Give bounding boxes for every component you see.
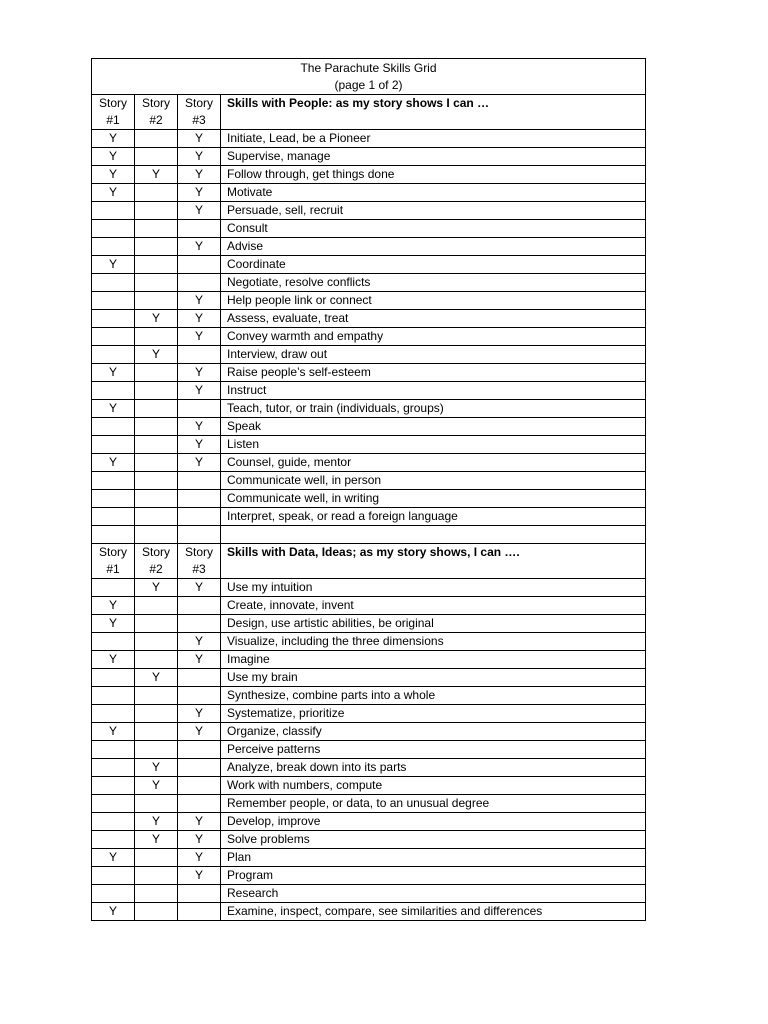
skill-cell: Convey warmth and empathy [221,328,646,346]
table-row [92,256,646,274]
table-row [92,831,646,849]
story-3-cell [178,885,221,903]
table-row [92,849,646,867]
skill-cell: Develop, improve [221,813,646,831]
story-1-cell [92,633,135,651]
table-row [92,472,646,490]
story-1-cell [92,274,135,292]
story-3-cell: Y [178,705,221,723]
story-3-cell: Y [178,292,221,310]
table-row [92,867,646,885]
table-row [92,418,646,436]
table-row [92,759,646,777]
story-1-cell [92,508,135,526]
story-1-cell: Y [92,148,135,166]
story-2-cell: Y [135,759,178,777]
story-header-number: #1 [106,113,120,127]
story-2-cell [135,633,178,651]
table-row [92,454,646,472]
story-1-cell [92,346,135,364]
page-title [92,59,646,95]
table-row [92,148,646,166]
story-3-cell [178,903,221,921]
story-header-word: Story [184,96,213,110]
story-3-cell: Y [178,831,221,849]
table-row [92,597,646,615]
story-2-cell [135,687,178,705]
story-3-cell: Y [178,148,221,166]
story-3-cell [178,777,221,795]
skills-grid-table [91,58,646,921]
skill-cell: Supervise, manage [221,148,646,166]
story-1-header [92,95,135,130]
table-row [92,490,646,508]
story-3-cell [178,795,221,813]
story-2-cell: Y [135,669,178,687]
title-line-2: (page 1 of 2) [334,77,403,92]
story-2-cell [135,238,178,256]
story-2-cell: Y [135,777,178,795]
story-1-cell: Y [92,615,135,633]
story-1-cell [92,885,135,903]
table-row [92,723,646,741]
story-2-cell [135,705,178,723]
story-1-cell [92,741,135,759]
story-1-cell [92,328,135,346]
skill-cell: Negotiate, resolve conflicts [221,274,646,292]
skill-cell: Perceive patterns [221,741,646,759]
skill-cell: Synthesize, combine parts into a whole [221,687,646,705]
table-row [92,687,646,705]
table-row [92,220,646,238]
table-row [92,436,646,454]
table-row [92,579,646,597]
story-header-word: Story [141,96,170,110]
table-row [92,885,646,903]
skill-cell: Organize, classify [221,723,646,741]
story-3-cell: Y [178,813,221,831]
skill-cell: Persuade, sell, recruit [221,202,646,220]
table-row [92,274,646,292]
story-1-cell [92,669,135,687]
story-2-cell [135,292,178,310]
story-3-cell [178,220,221,238]
table-row [92,795,646,813]
table-row [92,166,646,184]
story-1-cell [92,526,135,544]
title-line-1: The Parachute Skills Grid [300,60,437,75]
story-3-cell [178,741,221,759]
story-3-cell: Y [178,364,221,382]
skill-cell: Research [221,885,646,903]
skill-cell: Instruct [221,382,646,400]
story-1-cell [92,795,135,813]
story-1-cell: Y [92,166,135,184]
story-3-cell [178,346,221,364]
table-row [92,310,646,328]
skill-cell: Design, use artistic abilities, be original [221,615,646,633]
story-3-cell [178,615,221,633]
table-row [92,615,646,633]
skill-cell: Advise [221,238,646,256]
story-2-cell: Y [135,579,178,597]
section-header-row [92,544,646,579]
skill-cell: Coordinate [221,256,646,274]
skill-cell: Remember people, or data, to an unusual degree [221,795,646,813]
story-2-cell [135,454,178,472]
story-3-cell [178,490,221,508]
story-2-cell [135,795,178,813]
story-3-header [178,95,221,130]
skill-cell: Examine, inspect, compare, see similarities and differences [221,903,646,921]
story-2-cell [135,508,178,526]
story-3-cell: Y [178,723,221,741]
story-1-cell [92,418,135,436]
story-2-cell [135,615,178,633]
story-2-header [135,95,178,130]
story-1-cell [92,436,135,454]
skill-cell: Systematize, prioritize [221,705,646,723]
table-row [92,364,646,382]
story-1-cell: Y [92,597,135,615]
story-1-cell [92,490,135,508]
story-2-cell [135,597,178,615]
table-row [92,400,646,418]
skill-cell: Speak [221,418,646,436]
story-2-cell [135,741,178,759]
story-3-cell [178,759,221,777]
story-3-cell: Y [178,633,221,651]
skill-cell: Communicate well, in person [221,472,646,490]
story-2-cell [135,418,178,436]
story-1-cell [92,220,135,238]
skill-cell: Interpret, speak, or read a foreign language [221,508,646,526]
story-3-cell: Y [178,651,221,669]
table-row [92,903,646,921]
story-3-cell: Y [178,418,221,436]
skill-cell [221,526,646,544]
section-heading: Skills with Data, Ideas; as my story shows, I can …. [221,544,646,579]
skill-cell: Visualize, including the three dimensions [221,633,646,651]
story-header-number: #1 [106,562,120,576]
skill-cell: Work with numbers, compute [221,777,646,795]
story-2-cell: Y [135,346,178,364]
story-3-cell [178,669,221,687]
story-3-cell: Y [178,238,221,256]
story-3-cell: Y [178,166,221,184]
skill-cell: Teach, tutor, or train (individuals, groups) [221,400,646,418]
story-1-cell: Y [92,364,135,382]
story-header-word: Story [184,545,213,559]
table-row [92,238,646,256]
section-heading: Skills with People: as my story shows I can … [221,95,646,130]
story-header-number: #3 [192,562,206,576]
skill-cell: Motivate [221,184,646,202]
table-row [92,346,646,364]
skill-cell: Analyze, break down into its parts [221,759,646,777]
table-row [92,184,646,202]
story-2-cell [135,490,178,508]
skill-cell: Listen [221,436,646,454]
story-3-cell [178,508,221,526]
story-3-cell: Y [178,328,221,346]
table-row [92,382,646,400]
skill-cell: Counsel, guide, mentor [221,454,646,472]
skill-cell: Use my intuition [221,579,646,597]
story-2-cell [135,256,178,274]
skill-cell: Initiate, Lead, be a Pioneer [221,130,646,148]
story-3-cell [178,274,221,292]
story-3-cell: Y [178,130,221,148]
story-2-cell: Y [135,310,178,328]
story-1-header [92,544,135,579]
story-3-header [178,544,221,579]
story-1-cell: Y [92,849,135,867]
title-row [92,59,646,95]
story-1-cell [92,238,135,256]
story-1-cell [92,813,135,831]
table-row [92,705,646,723]
story-3-cell [178,687,221,705]
story-2-cell [135,436,178,454]
story-1-cell: Y [92,184,135,202]
skill-cell: Interview, draw out [221,346,646,364]
table-row [92,130,646,148]
skill-cell: Plan [221,849,646,867]
story-3-cell [178,400,221,418]
story-1-cell [92,579,135,597]
skill-cell: Create, innovate, invent [221,597,646,615]
skill-cell: Follow through, get things done [221,166,646,184]
story-3-cell: Y [178,310,221,328]
story-3-cell [178,256,221,274]
story-3-cell [178,472,221,490]
story-1-cell [92,759,135,777]
story-1-cell: Y [92,651,135,669]
table-row [92,651,646,669]
skill-cell: Assess, evaluate, treat [221,310,646,328]
table-row [92,292,646,310]
table-row [92,633,646,651]
story-1-cell [92,777,135,795]
story-2-cell [135,885,178,903]
skill-cell: Raise people’s self-esteem [221,364,646,382]
story-3-cell: Y [178,202,221,220]
story-3-cell: Y [178,867,221,885]
skill-cell: Imagine [221,651,646,669]
story-2-cell: Y [135,166,178,184]
skill-cell: Communicate well, in writing [221,490,646,508]
story-1-cell: Y [92,723,135,741]
story-2-cell [135,849,178,867]
story-header-word: Story [98,96,127,110]
story-1-cell [92,472,135,490]
table-row [92,526,646,544]
story-1-cell: Y [92,400,135,418]
story-2-cell [135,202,178,220]
story-header-number: #2 [149,113,163,127]
story-2-cell [135,328,178,346]
table-row [92,508,646,526]
story-3-cell: Y [178,579,221,597]
section-header-row [92,95,646,130]
story-2-cell: Y [135,831,178,849]
story-header-word: Story [141,545,170,559]
story-1-cell: Y [92,256,135,274]
skill-cell: Consult [221,220,646,238]
table-row [92,328,646,346]
story-3-cell: Y [178,454,221,472]
story-2-cell [135,148,178,166]
story-header-word: Story [98,545,127,559]
story-1-cell [92,382,135,400]
story-2-cell [135,382,178,400]
story-2-cell [135,274,178,292]
table-row [92,202,646,220]
table-row [92,741,646,759]
story-3-cell [178,526,221,544]
story-2-cell [135,472,178,490]
story-2-cell [135,723,178,741]
story-header-number: #2 [149,562,163,576]
story-2-cell [135,184,178,202]
story-3-cell: Y [178,436,221,454]
story-1-cell [92,202,135,220]
story-1-cell [92,687,135,705]
table-row [92,813,646,831]
table-row [92,669,646,687]
skill-cell: Use my brain [221,669,646,687]
story-2-cell: Y [135,813,178,831]
story-2-cell [135,130,178,148]
story-1-cell [92,831,135,849]
story-2-cell [135,903,178,921]
story-2-cell [135,220,178,238]
skill-cell: Help people link or connect [221,292,646,310]
story-3-cell [178,597,221,615]
story-header-number: #3 [192,113,206,127]
story-1-cell: Y [92,903,135,921]
story-1-cell [92,310,135,328]
story-1-cell [92,292,135,310]
story-1-cell [92,705,135,723]
story-2-cell [135,526,178,544]
story-2-cell [135,364,178,382]
skill-cell: Solve problems [221,831,646,849]
skill-cell: Program [221,867,646,885]
story-2-cell [135,651,178,669]
story-1-cell: Y [92,130,135,148]
story-1-cell [92,867,135,885]
story-2-header [135,544,178,579]
table-row [92,777,646,795]
story-3-cell: Y [178,849,221,867]
story-3-cell: Y [178,382,221,400]
story-1-cell: Y [92,454,135,472]
story-3-cell: Y [178,184,221,202]
story-2-cell [135,867,178,885]
story-2-cell [135,400,178,418]
